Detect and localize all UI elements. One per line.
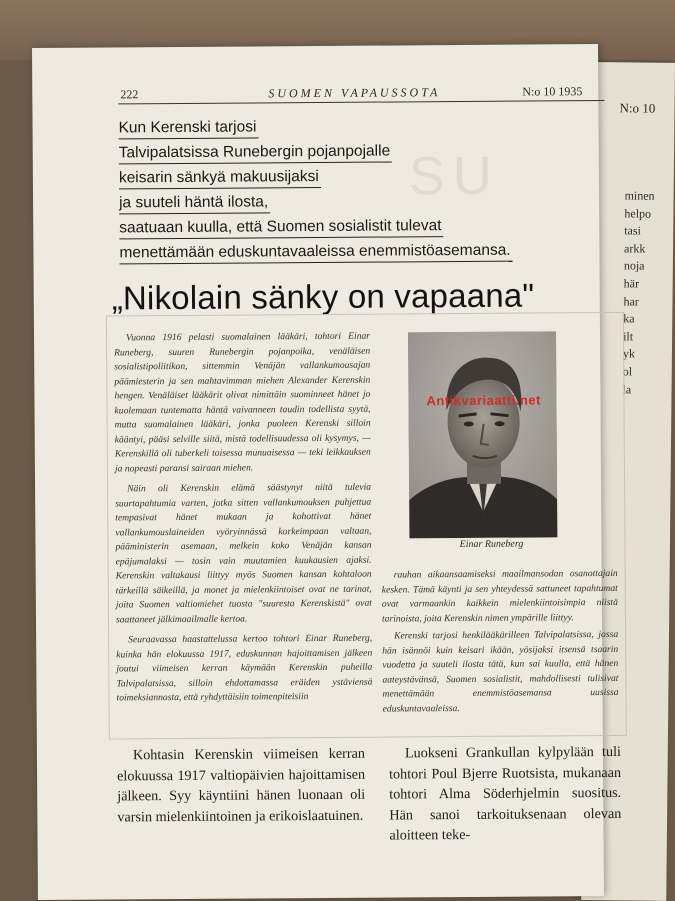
next-page-header: N:o 10: [619, 100, 656, 116]
next-page-fragment: har: [623, 293, 639, 309]
running-title: SUOMEN VAPAUSSOTA: [268, 85, 441, 101]
issue-number: N:o 10 1935: [522, 84, 583, 99]
intro-paragraph: Vuonna 1916 pelasti suomalainen lääkäri, tohtori Einar Runeberg, suuren Runebergin pojanpoika, venäläisen sosialistipoliitikon, sittemmin Venäjän vallankumousajan päämiesterin ja sen mahtavimman miehen Alexander Kerenskin hengen. Venäläiset lääkärit olivat nimittäin suominneet hänet jo kuolemaan tuntematta häntä vaivanneen taudin todellista syytä, mutta suomalainen lääkäri, jonka puoleen Kerenski silloin kääntyi, pääsi selville siitä, mistä todellisuudessa oli kysymys, — Kerenskillä oli tuberkeli toisessa munuaisessa — teki leikkauksen ja nopeasti paransi sairaan miehen.: [114, 330, 371, 474]
next-page-fragment: ilt: [623, 329, 634, 344]
next-page-fragment: la: [622, 381, 632, 396]
show-through-text: SU: [408, 145, 501, 207]
next-page-fragment: helpo: [624, 205, 652, 221]
next-page-fragment: ol: [622, 364, 633, 379]
deck-line: menettämään eduskuntavaaleissa enemmistöasemansa.: [119, 242, 512, 265]
body-paragraph: Kohtasin Kerenskin viimeisen kerran elokuussa 1917 valtiopäivien hajoittamisen jälkeen. Syy käyntiini hänen luonaan oli varsin mielenkiintoinen ja erikoislaatuinen.: [117, 745, 366, 825]
deck-line: Kun Kerenski tarjosi: [119, 118, 259, 139]
deck-line: Talvipalatsissa Runebergin pojanpojalle: [119, 142, 393, 164]
portrait-photo: [408, 331, 557, 538]
intro-left-column: [114, 330, 373, 712]
intro-paragraph: Kerenski tarjosi henkilääkärilleen Talvipalatsissa, jossa hän isännöi kuin keisari ikään, yösijaksi itsensä tsaarin vuodetta ja suuteli ilosta tätä, kun sai kuulla, että hänen aateystävänsä, Suomen sosialistit, mahdollisesti tulisivat menettämään enemmistöasemansa uusissa eduskuntavaaleissa.: [382, 628, 619, 715]
next-page-fragment: ka: [623, 311, 635, 326]
intro-paragraph: Näin oli Kerenskin elämä säästynyt niitä tulevia suurtapahtumia varten, jotka sitten vallankumouksen puhjettua tempasivat hänet mukaan ja kohottivat hänet vallankumouslaineiden vyöryinnässä korkeimpaan valtaan, pääministerin asemaan, melkein koko Venäjän kansan epäjumalaksi — tosin vain muutamien kuukausien ajaksi. Kerenskin valtakausi liittyy myös Suomen kansan kohtaloon tärkeillä säikeillä, ja monet ja mielenkiintoiset ovat ne tarinat, joita Suomen valtiomiehet tuosta "suuresta Kerenskistä" ovat saattaneet jälkimaailmalle kertoa.: [115, 481, 372, 625]
intro-paragraph: rauhan aikaansaamiseksi maailmansodan osanottajain kesken. Tämä käynti ja sen yhteydessä sattuneet tapahtumat ovat varmaankin kaikkein mielenkiintoisimpia niistä tarinoista, joita Kerenskin nimen ympärille liittyy.: [381, 567, 618, 625]
photo-caption: Einar Runeberg: [459, 538, 524, 551]
body-right-column: [389, 742, 622, 846]
next-page-text: [622, 187, 675, 399]
body-paragraph: Luokseni Grankullan kylpylään tuli tohtori Poul Bjerre Ruotsista, mukanaan tohtori Alma Söderhjelmin suositus. Hän sanoi tarkoituksenaan olevan aloitteen teke-: [389, 743, 622, 844]
next-page-fragment: yk: [622, 346, 636, 361]
next-page-fragment: här: [623, 276, 640, 291]
deck-line: saatuaan kuulla, että Suomen sosialistit tulevat: [119, 217, 443, 239]
magazine-page: [32, 44, 622, 900]
portrait-illustration: [408, 331, 557, 538]
intro-right-column: [382, 567, 619, 720]
next-page-fragment: noja: [623, 258, 645, 273]
body-left-column: [117, 744, 366, 828]
watermark: Antikvariaatti.net: [426, 392, 542, 409]
page-number: 222: [120, 87, 139, 102]
article-title: „Nikolain sänky on vapaana": [111, 276, 535, 317]
deck-line: keisarin sänkyä makuusijaksi: [119, 168, 321, 189]
next-page-fragment: minen: [624, 188, 655, 203]
article-deck: [119, 116, 620, 269]
intro-paragraph: Seuraavassa haastattelussa kertoo tohtori Einar Runeberg, kuinka hän elokuussa 1917, eduskunnan hajoittamisen jälkeen joutui viimeisen kerran käymään Kerenskin puheilla Talvipalatsissa, silloin ehdottamassa eräiden ystäviensä toimeksiannosta, että ryhdyttäisiin toimenpiteisiin: [116, 632, 373, 704]
next-page-fragment: arkk: [623, 241, 646, 256]
next-page-fragment: tasi: [624, 223, 641, 238]
deck-line: ja suuteli häntä ilosta,: [119, 193, 270, 214]
